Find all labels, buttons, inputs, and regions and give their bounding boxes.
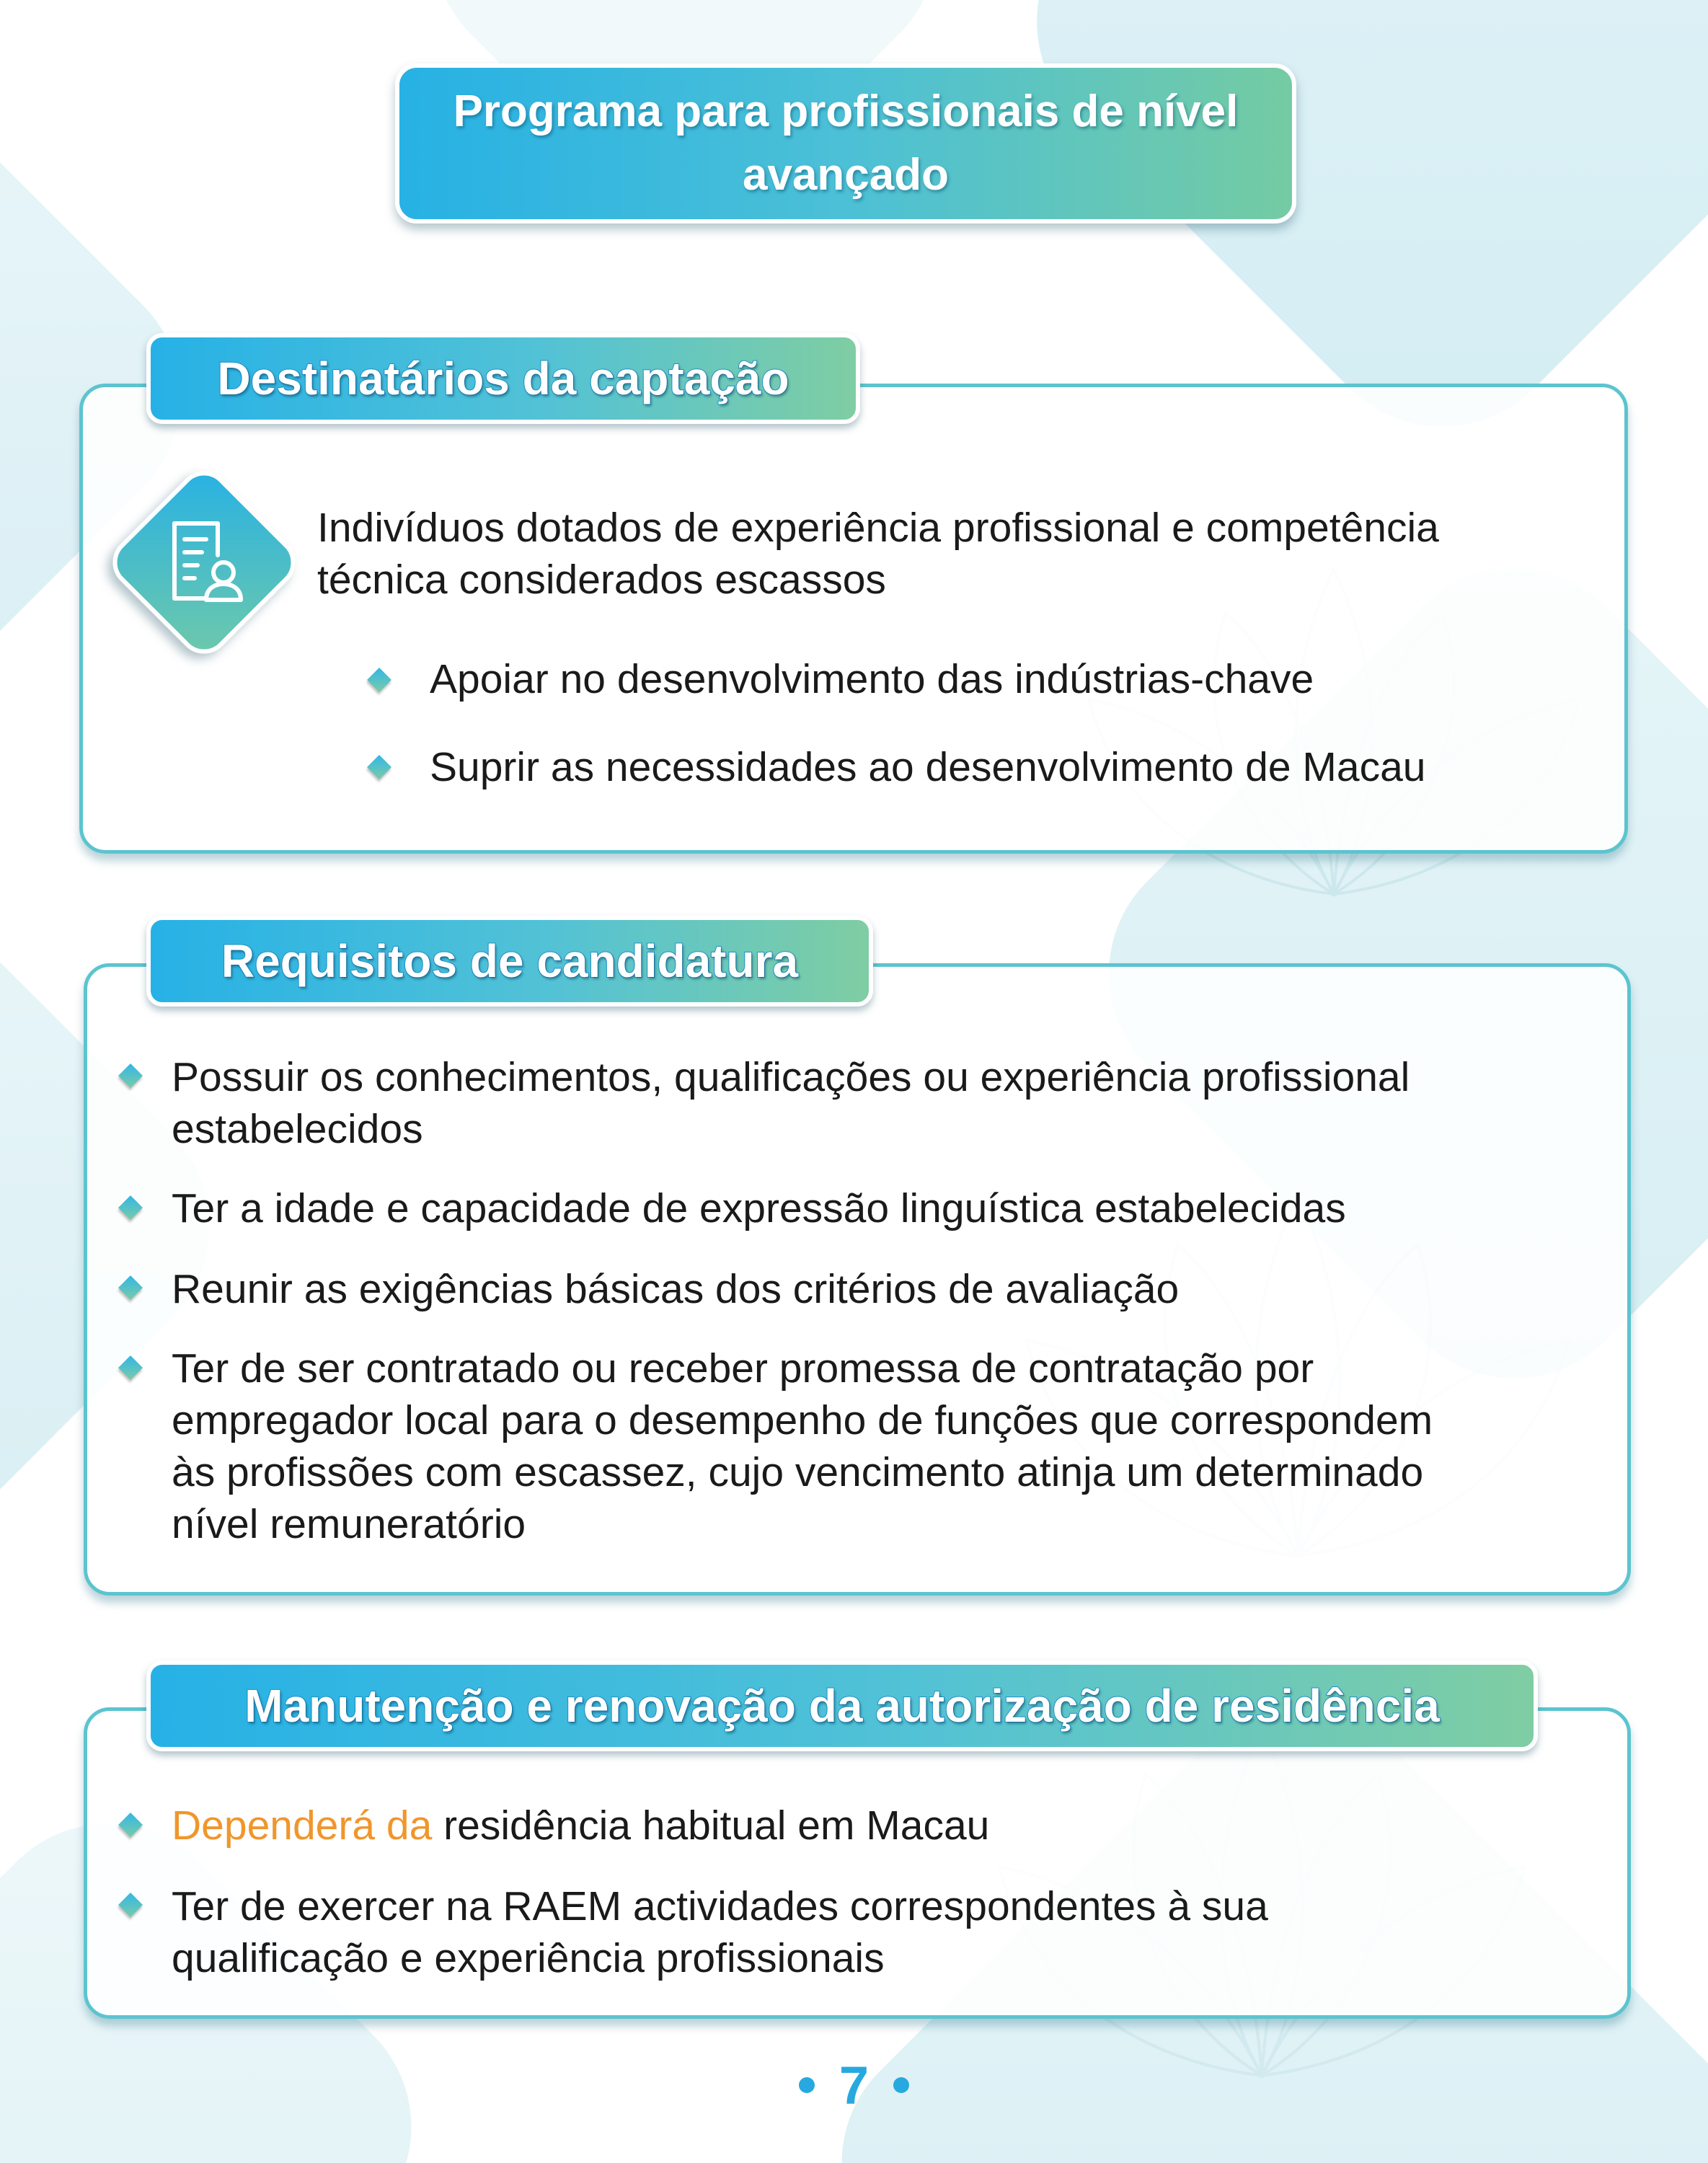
list-item-line: qualificação e experiência profissionais	[172, 1935, 885, 1981]
page-title: Programa para profissionais de nível avançado	[453, 87, 1239, 200]
list-item-line: empregador local para o desempenho de funções que correspondem	[172, 1397, 1433, 1443]
document-user-icon	[164, 518, 244, 607]
section-heading: Requisitos de candidatura	[221, 935, 799, 987]
list-item-rest: residência habitual em Macau	[432, 1802, 990, 1849]
list-item-line: nível remuneratório	[172, 1501, 526, 1547]
list-item-line: Ter a idade e capacidade de expressão linguística estabelecidas	[172, 1185, 1346, 1231]
list-item-line: estabelecidos	[172, 1106, 423, 1152]
dot-icon	[893, 2077, 909, 2093]
list-item-line: Ter de exercer na RAEM actividades correspondentes à sua	[172, 1883, 1268, 1929]
list-item-line: Ter de ser contratado ou receber promessa de contratação por	[172, 1345, 1314, 1392]
list-item-line: Possuir os conhecimentos, qualificações ou experiência profissional	[172, 1054, 1410, 1100]
section-heading-box	[146, 1660, 1538, 1751]
page-title-box	[395, 63, 1296, 224]
list-item-line: às profissões com escassez, cujo vencimento atinja um determinado	[172, 1449, 1424, 1495]
section-heading: Destinatários da captação	[217, 353, 789, 404]
intro-line: técnica considerados escassos	[317, 557, 886, 603]
list-item-line: Reunir as exigências básicas dos critérios de avaliação	[172, 1266, 1180, 1312]
section-heading: Manutenção e renovação da autorização de residência	[244, 1680, 1440, 1732]
list-item: Apoiar no desenvolvimento das indústrias-chave	[430, 656, 1314, 702]
section-heading-box	[146, 916, 873, 1007]
list-item: Suprir as necessidades ao desenvolvimento de Macau	[430, 744, 1426, 790]
section-heading-box	[146, 333, 860, 424]
dot-icon	[799, 2077, 815, 2093]
intro-line: Indivíduos dotados de experiência profissional e competência	[317, 505, 1439, 551]
list-item	[172, 1800, 989, 1852]
page-number	[0, 2055, 1708, 2116]
highlight-text: Dependerá da	[172, 1802, 433, 1849]
page-number-value: 7	[838, 2056, 870, 2115]
